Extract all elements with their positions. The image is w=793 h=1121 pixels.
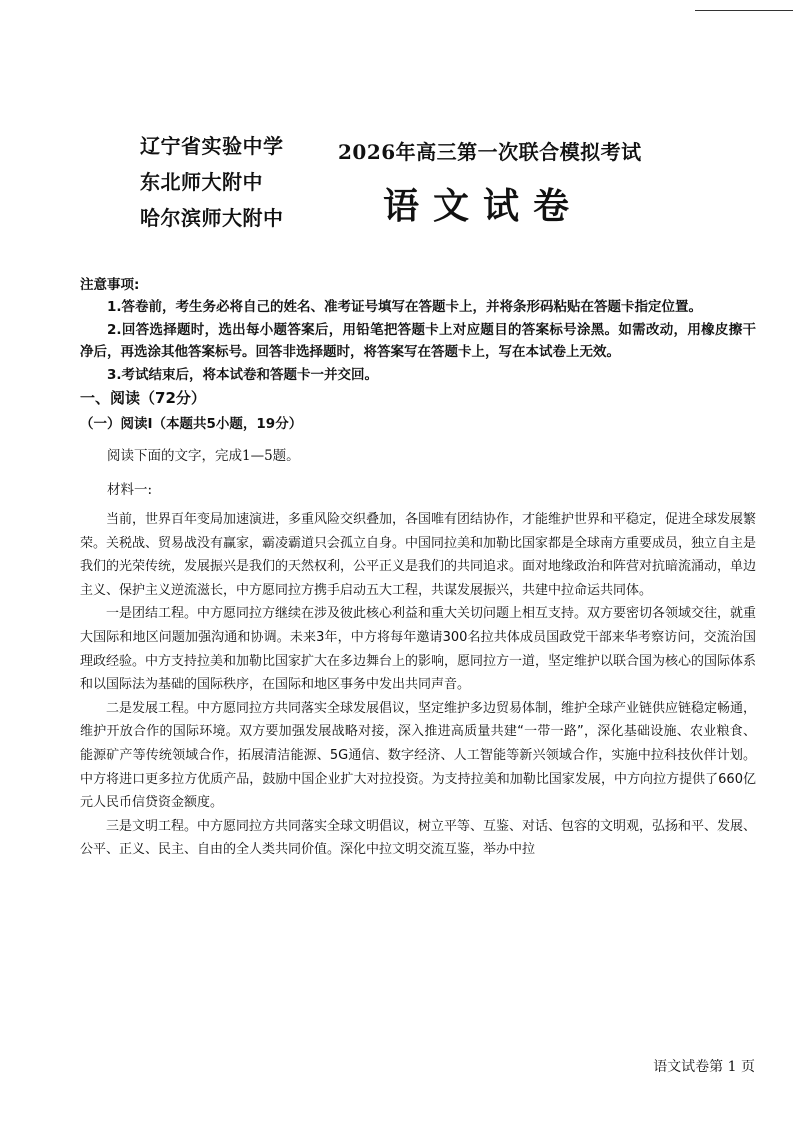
- notes-title: 注意事项:: [80, 277, 140, 293]
- exam-subject: 语文试卷: [383, 185, 584, 227]
- material-label: 材料一:: [107, 482, 153, 499]
- material-paragraph: 当前，世界百年变局加速演进，多重风险交织叠加，各国唯有团结协作，才能维护世界和平稳定，促进全球发展繁荣。关税战、贸易战没有赢家，霸凌霸道只会孤立自身。中国同拉美和加勒比国家都是全球南方重要成员，独立自主是我们的光荣传统，发展振兴是我们的天然权利，公平正义是我们的共同追求。面对地缘政治和阵营对抗暗流涌动，单边主义、保护主义逆流滋长，中方愿同拉方携手启动五大工程，共谋发展振兴，共建中拉命运共同体。: [80, 512, 757, 598]
- note-item: 3.考试结束后，将本试卷和答题卡一并交回。: [107, 366, 379, 383]
- exam-content: [80, 274, 756, 862]
- material-paragraph: 三是文明工程。中方愿同拉方共同落实全球文明倡议，树立平等、互鉴、对话、包容的文明观，弘扬和平、发展、公平、正义、民主、自由的全人类共同价值。深化中拉文明交流互鉴，举办中拉: [80, 818, 757, 858]
- reading-instruction: 阅读下面的文字，完成1—5题。: [107, 448, 300, 465]
- material-paragraph: 一是团结工程。中方愿同拉方继续在涉及彼此核心利益和重大关切问题上相互支持。双方要密切各领域交往，就重大国际和地区问题加强沟通和协调。未来3年，中方将每年邀请300名拉共体成员国政党干部来华考察访问，交流治国理政经验。中方支持拉美和加勒比国家扩大在多边舞台上的影响，愿同拉方一道，坚定维护以联合国为核心的国际体系和以国际法为基础的国际秩序，在国际和地区事务中发出共同声音。: [80, 606, 757, 693]
- subsection-title: （一）阅读Ⅰ（本题共5小题，19分）: [80, 416, 303, 433]
- page-footer: 语文试卷第 1 页: [653, 1059, 755, 1075]
- school-list: [140, 128, 284, 236]
- exam-title: 2026年高三第一次联合模拟考试: [338, 140, 642, 164]
- note-item: 2.回答选择题时，选出每小题答案后，用铅笔把答题卡上对应题目的答案标号涂黑。如需改动，用橡皮擦干净后，再选涂其他答案标号。回答非选择题时，将答案写在答题卡上，写在本试卷上无效。: [80, 321, 756, 361]
- school-name: 辽宁省实验中学: [140, 134, 284, 158]
- top-rule: [695, 10, 793, 11]
- material-paragraph: 二是发展工程。中方愿同拉方共同落实全球发展倡议，坚定维护多边贸易体制，维护全球产业链供应链稳定畅通，维护开放合作的国际环境。双方要加强发展战略对接，深入推进高质量共建“一带一路”，深化基础设施、农业粮食、能源矿产等传统领域合作，拓展清洁能源、5G通信、数字经济、人工智能等新兴领域合作，实施中拉科技伙伴计划。中方将进口更多拉方优质产品，鼓励中国企业扩大对拉投资。为支持拉美和加勒比国家发展，中方向拉方提供了660亿元人民币信贷资金额度。: [80, 700, 757, 811]
- school-name: 东北师大附中: [140, 170, 263, 194]
- school-name: 哈尔滨师大附中: [140, 206, 284, 230]
- note-item: 1.答卷前，考生务必将自己的姓名、准考证号填写在答题卡上，并将条形码粘贴在答题卡指定位置。: [107, 299, 703, 316]
- section-title: 一、阅读（72分）: [80, 389, 206, 408]
